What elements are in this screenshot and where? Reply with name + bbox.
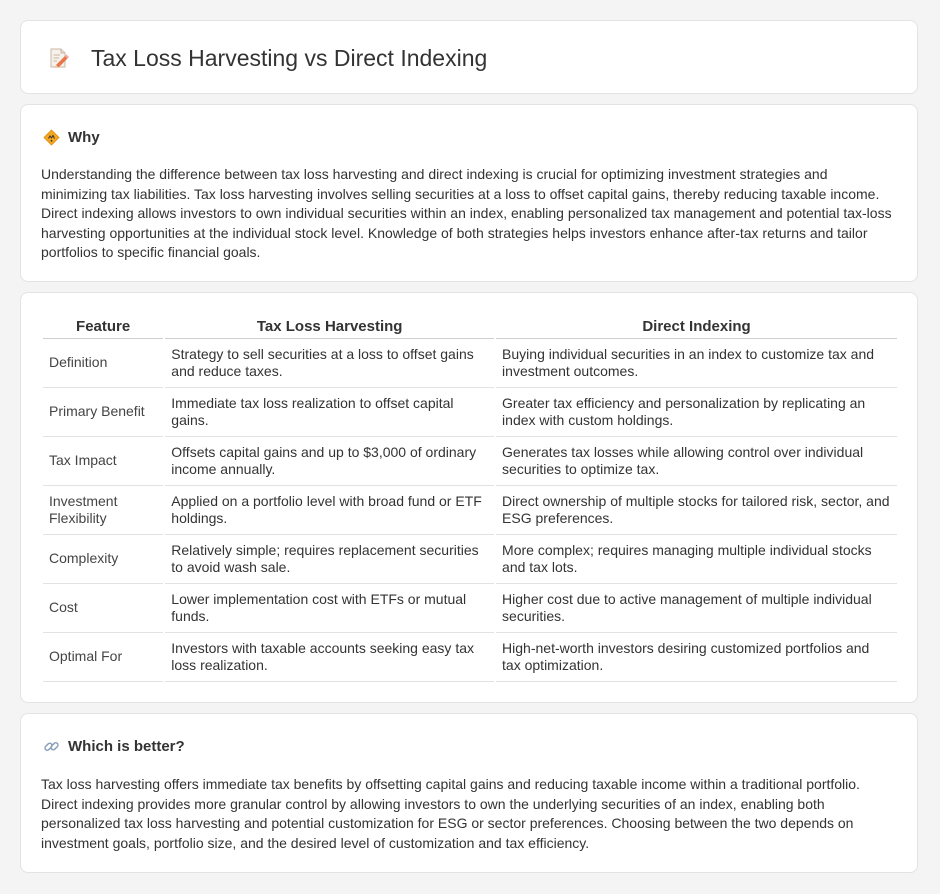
table-row (43, 388, 897, 437)
comparison-section (20, 292, 918, 703)
tax-loss-harvesting-cell: Investors with taxable accounts seeking easy tax loss realization. (165, 633, 494, 682)
table-row (43, 437, 897, 486)
better-heading: Which is better? (68, 737, 185, 755)
tax-loss-harvesting-cell: Applied on a portfolio level with broad fund or ETF holdings. (165, 486, 494, 535)
direct-indexing-cell: Direct ownership of multiple stocks for tailored risk, sector, and ESG preferences. (496, 486, 897, 535)
better-text: Tax loss harvesting offers immediate tax benefits by offsetting capital gains and reducing taxable income within a traditional portfolio. Direct indexing provides more granular control by allowing investors to own the underlying securities of an index, enabling both personalized tax loss harvesting and potential customization for ESG or sector preferences. Choosing between the two depends on investment goals, portfolio size, and the desired level of customization and tax efficiency. (41, 776, 860, 851)
table-row (43, 633, 897, 682)
column-header-feature: Feature (43, 314, 163, 339)
link-icon (43, 738, 60, 755)
feature-cell: Primary Benefit (43, 388, 163, 437)
table-row (43, 339, 897, 388)
comparison-table (41, 314, 899, 682)
direct-indexing-cell: Generates tax losses while allowing control over individual securities to optimize tax. (496, 437, 897, 486)
direct-indexing-cell: More complex; requires managing multiple individual stocks and tax lots. (496, 535, 897, 584)
direct-indexing-cell: Buying individual securities in an index to customize tax and investment outcomes. (496, 339, 897, 388)
feature-cell: Optimal For (43, 633, 163, 682)
table-row (43, 584, 897, 633)
tax-loss-harvesting-cell: Strategy to sell securities at a loss to offset gains and reduce taxes. (165, 339, 494, 388)
why-section (20, 104, 918, 282)
feature-cell: Definition (43, 339, 163, 388)
why-heading: Why (68, 128, 100, 146)
page-title: Tax Loss Harvesting vs Direct Indexing (91, 45, 488, 71)
feature-cell: Tax Impact (43, 437, 163, 486)
table-row (43, 535, 897, 584)
feature-cell: Complexity (43, 535, 163, 584)
memo-pencil-icon (47, 47, 69, 69)
why-heading-row (43, 127, 100, 147)
table-header-row (43, 314, 897, 339)
direct-indexing-cell: High-net-worth investors desiring customized portfolios and tax optimization. (496, 633, 897, 682)
warning-diamond-icon (43, 129, 60, 146)
feature-cell: Cost (43, 584, 163, 633)
direct-indexing-cell: Higher cost due to active management of multiple individual securities. (496, 584, 897, 633)
column-header-tax-loss-harvesting: Tax Loss Harvesting (165, 314, 494, 339)
tax-loss-harvesting-cell: Immediate tax loss realization to offset capital gains. (165, 388, 494, 437)
feature-cell: Investment Flexibility (43, 486, 163, 535)
why-text: Understanding the difference between tax loss harvesting and direct indexing is crucial for optimizing investment strategies and minimizing tax liabilities. Tax loss harvesting involves selling securities at a loss to offset capital gains, thereby reducing taxable income. Direct indexing allows investors to own individual securities within an index, enabling personalized tax management and potential tax-loss harvesting opportunities at the individual stock level. Knowledge of both strategies helps investors enhance after-tax returns and tailor portfolios to specific financial goals. (41, 166, 892, 261)
which-is-better-section (20, 713, 918, 873)
column-header-direct-indexing: Direct Indexing (496, 314, 897, 339)
direct-indexing-cell: Greater tax efficiency and personalization by replicating an index with custom holdings. (496, 388, 897, 437)
tax-loss-harvesting-cell: Offsets capital gains and up to $3,000 of ordinary income annually. (165, 437, 494, 486)
better-heading-row (43, 736, 185, 756)
title-card (20, 20, 918, 94)
tax-loss-harvesting-cell: Lower implementation cost with ETFs or mutual funds. (165, 584, 494, 633)
tax-loss-harvesting-cell: Relatively simple; requires replacement securities to avoid wash sale. (165, 535, 494, 584)
table-row (43, 486, 897, 535)
